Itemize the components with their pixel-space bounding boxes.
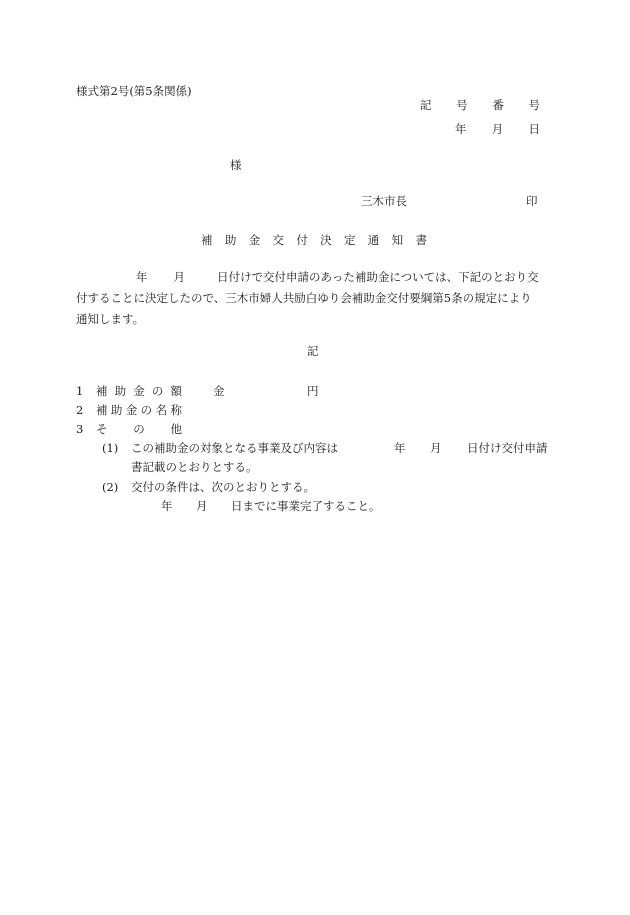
body-year: 年 bbox=[136, 270, 148, 284]
title-char: 補 bbox=[201, 233, 213, 247]
body-line-3: 通知します。 bbox=[76, 312, 145, 326]
body-paragraph bbox=[76, 272, 552, 335]
sub-item-1-year: 年 bbox=[394, 441, 406, 455]
sub-item-2-month: 月 bbox=[196, 499, 208, 513]
record-char: 号 bbox=[456, 98, 468, 112]
issue-date bbox=[455, 124, 540, 136]
body-month: 月 bbox=[173, 270, 185, 284]
record-char: 号 bbox=[528, 98, 540, 112]
sub-item-2-number: (2) bbox=[102, 480, 119, 494]
item-2-label: 補 助 金 の 名 称 bbox=[96, 403, 182, 417]
title-char: 知 bbox=[391, 233, 404, 247]
title-char: 定 bbox=[343, 233, 356, 247]
title-char: 書 bbox=[415, 233, 427, 247]
date-day: 日 bbox=[528, 122, 540, 136]
title-char: 付 bbox=[296, 233, 308, 247]
item-1-label: 補 助 金 の 額 bbox=[96, 384, 182, 398]
sub-item-1-month: 月 bbox=[430, 441, 442, 455]
body-line1-text: 日付けで交付申請のあった補助金については、下記のとおり交 bbox=[217, 270, 539, 284]
seal-mark: 印 bbox=[526, 194, 538, 208]
item-3-number: 3 bbox=[76, 422, 84, 436]
item-2-number: 2 bbox=[76, 403, 84, 417]
sub-item-1-text-b: 日付け交付申請 bbox=[467, 441, 548, 455]
item-1-kin: 金 bbox=[213, 384, 225, 398]
date-month: 月 bbox=[491, 122, 504, 136]
item-1-yen: 円 bbox=[307, 384, 319, 398]
sub-item-2-year: 年 bbox=[161, 499, 173, 513]
sub-item-1-number: (1) bbox=[102, 441, 119, 455]
ki-heading: 記 bbox=[307, 344, 319, 358]
title-char: 交 bbox=[272, 233, 284, 247]
sub-item-2-text-b: 日までに事業完了すること。 bbox=[231, 499, 381, 513]
form-number: 様式第2号(第5条関係) bbox=[76, 84, 192, 98]
date-year: 年 bbox=[455, 122, 467, 136]
title-char: 決 bbox=[320, 233, 332, 247]
sub-item-2-text: 交付の条件は、次のとおりとする。 bbox=[131, 480, 315, 494]
sub-item-1-text-c: 書記載のとおりとする。 bbox=[131, 460, 258, 474]
body-line-1 bbox=[76, 272, 552, 293]
record-char: 記 bbox=[420, 98, 432, 112]
sub-item-1-text: この補助金の対象となる事業及び内容は bbox=[131, 441, 338, 455]
title-char: 助 bbox=[224, 233, 237, 247]
item-1-number: 1 bbox=[76, 384, 84, 398]
title-char: 金 bbox=[248, 233, 261, 247]
body-line-2: 付することに決定したので、三木市婦人共励白ゆり会補助金交付要綱第5条の規定により bbox=[76, 291, 532, 305]
issuer-name: 三木市長 bbox=[361, 194, 407, 208]
record-number-label bbox=[420, 100, 540, 112]
document-title bbox=[201, 235, 427, 247]
title-char: 通 bbox=[367, 233, 380, 247]
addressee-suffix: 様 bbox=[230, 158, 242, 172]
record-char: 番 bbox=[492, 98, 504, 112]
item-3-label: そ の 他 bbox=[96, 422, 182, 436]
